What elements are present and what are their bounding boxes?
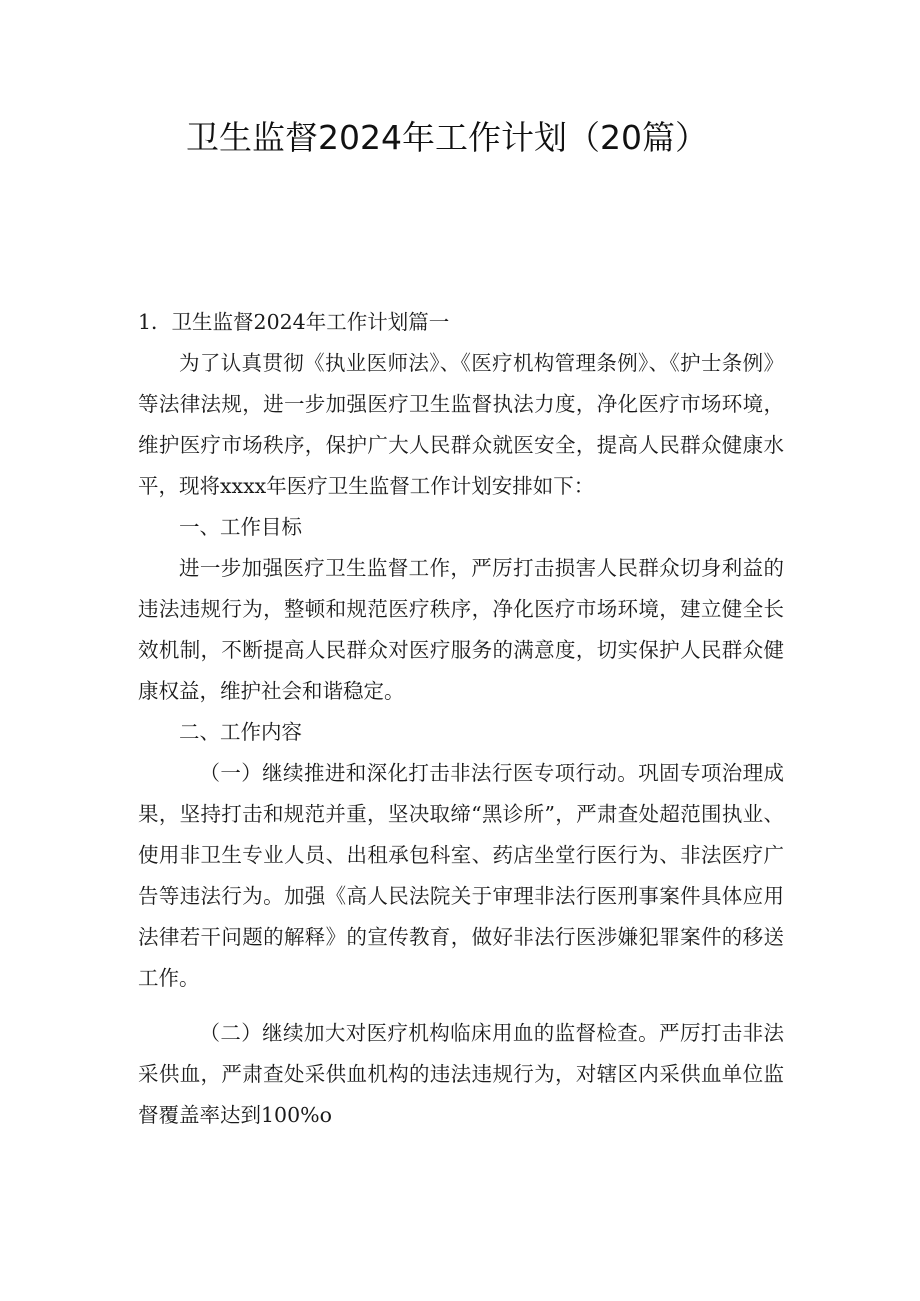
heading-work-content: 二、工作内容 (179, 720, 302, 744)
heading-work-goals: 一、工作目标 (179, 515, 302, 539)
content-item-2-paragraph: （二）继续加大对医疗机构临床用血的监督检查。严厉打击非法采供血，严肃查处采供血机构的违法违规行为，对辖区内采供血单位监督覆盖率达到100%o (138, 1021, 784, 1127)
document-title: 卫生监督2024年工作计划（20篇） (186, 118, 708, 157)
intro-paragraph: 为了认真贯彻《执业医师法》、《医疗机构管理条例》、《护士条例》等法律法规，进一步加强医疗卫生监督执法力度，净化医疗市场环境，维护医疗市场秩序，保护广大人民群众就医安全，提高人民群众健康水平，现将xxxx年医疗卫生监督工作计划安排如下： (138, 351, 784, 498)
work-goals-paragraph: 进一步加强医疗卫生监督工作，严厉打击损害人民群众切身利益的违法违规行为，整顿和规范医疗秩序，净化医疗市场环境，建立健全长效机制，不断提高人民群众对医疗服务的满意度，切实保护人民群众健康权益，维护社会和谐稳定。 (138, 556, 784, 703)
section-heading: 1．卫生监督2024年工作计划篇一 (138, 310, 450, 334)
content-item-1-paragraph: （一）继续推进和深化打击非法行医专项行动。巩固专项治理成果，坚持打击和规范并重，坚决取缔“黑诊所”，严肃查处超范围执业、使用非卫生专业人员、出租承包科室、药店坐堂行医行为、非法医疗广告等违法行为。加强《高人民法院关于审理非法行医刑事案件具体应用法律若干问题的解释》的宣传教育，做好非法行医涉嫌犯罪案件的移送工作。 (138, 761, 784, 990)
document-body (138, 302, 784, 1136)
